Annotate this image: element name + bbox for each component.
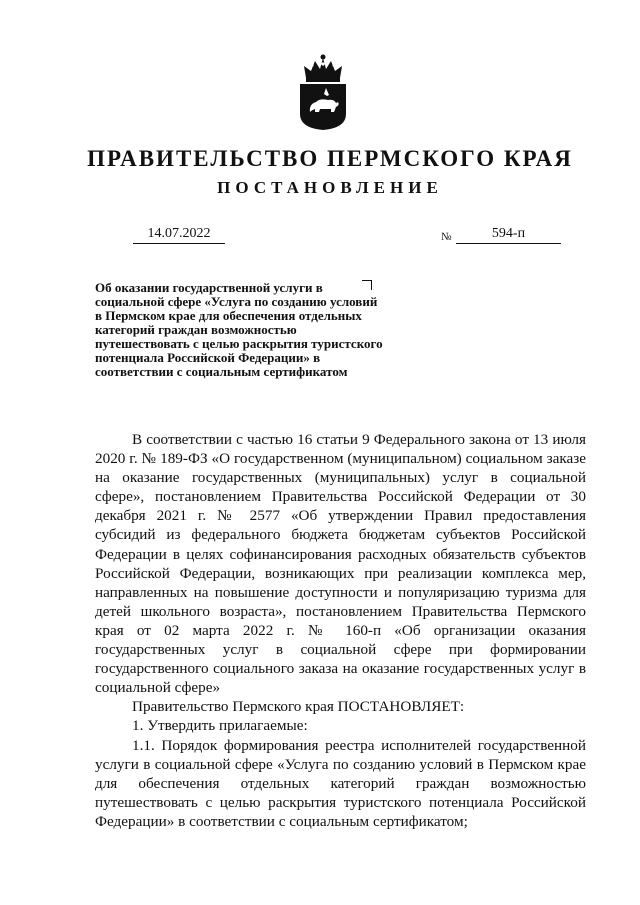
body-paragraph-item-1-1: 1.1. Порядок формирования реестра исполнителей государственной услуги в социальной сфере «Услуга по созданию условий в Пермском крае для обеспечения отдельных категорий граждан возможностью путешествовать с целью раскрытия туристского потенциала Российской Федерации» в соответствии с социальным сертификатом; (95, 736, 586, 830)
document-body (95, 430, 586, 831)
organization-title: ПРАВИТЕЛЬСТВО ПЕРМСКОГО КРАЯ (87, 146, 573, 171)
document-type-title: ПОСТАНОВЛЕНИЕ (217, 178, 443, 197)
document-subject: Об оказании государственной услуги в социальной сфере «Услуга по созданию условий в Пермском крае для обеспечения отдельных категорий граждан возможностью путешествовать с целью раскрытия туристского потенциала Российской Федерации» в соответствии с социальным сертификатом (95, 280, 383, 379)
body-paragraph-decree: Правительство Пермского края ПОСТАНОВЛЯЕТ: (132, 698, 465, 716)
perm-krai-coat-of-arms-icon (296, 52, 350, 132)
document-date: 14.07.2022 (133, 226, 225, 244)
document-number: 594-п (456, 226, 561, 244)
body-paragraph-preamble: В соответствии с частью 16 статьи 9 Федерального закона от 13 июля 2020 г. № 189-ФЗ «О государственном (муниципальном) социальном заказе на оказание государственных (муниципальных) услуг в социальной сфере», постановлением Правительства Российской Федерации от 30 декабря 2021 г. № 2577 «Об утверждении Правил предоставления субсидий из федерального бюджета бюджетам субъектов Российской Федерации в целях софинансирования расходных обязательств субъектов Российской Федерации, возникающих при реализации комплекса мер, направленных на повышение доступности и популяризацию туризма для детей школьного возраста», постановлением Правительства Пермского края от 02 марта 2022 г. № 160-п «Об организации оказания государственных услуг в социальной сфере при формировании государственного социального заказа на оказание государственных услуг в социальной сфере» (95, 431, 586, 697)
body-paragraph-item-1: 1. Утвердить прилагаемые: (132, 717, 308, 735)
number-sign: № (441, 231, 452, 243)
